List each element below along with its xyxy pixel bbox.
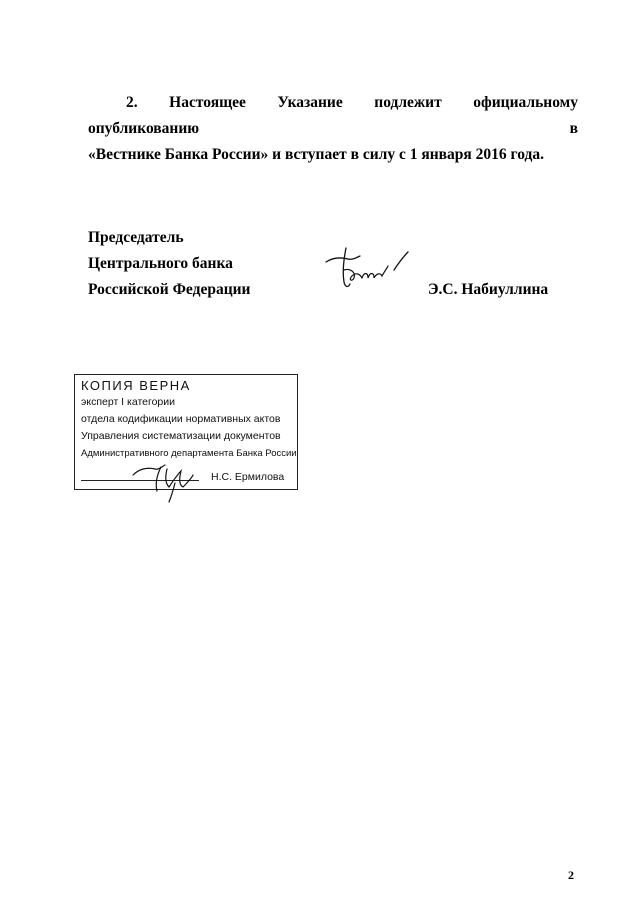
stamp-position: эксперт I категории [81, 396, 175, 408]
signatory-name: Э.С. Набиуллина [428, 281, 549, 298]
paragraph-line-2: «Вестнике Банка России» и вступает в силу с 1 января 2016 года. [88, 146, 544, 163]
paragraph-clause-2 [88, 90, 578, 168]
paragraph-line-1: 2. Настоящее Указание подлежит официальному опубликованию в [88, 94, 578, 137]
signatory-title [88, 225, 251, 303]
stamp-signer-name: Н.С. Ермилова [211, 471, 285, 483]
stamp-organization: Административного департамента Банка России [81, 448, 297, 459]
handwritten-signature-stamp [131, 461, 211, 503]
stamp-division: Управления систематизации документов [81, 430, 281, 442]
signatory-title-line-1: Председатель [88, 229, 184, 246]
stamp-title: КОПИЯ ВЕРНА [81, 378, 191, 393]
signatory-title-line-3: Российской Федерации [88, 281, 251, 298]
page-number: 2 [568, 868, 574, 882]
handwritten-signature-main [322, 244, 414, 294]
stamp-department: отдела кодификации нормативных актов [81, 413, 281, 425]
signatory-title-line-2: Центрального банка [88, 255, 233, 272]
certified-copy-stamp [74, 374, 298, 490]
